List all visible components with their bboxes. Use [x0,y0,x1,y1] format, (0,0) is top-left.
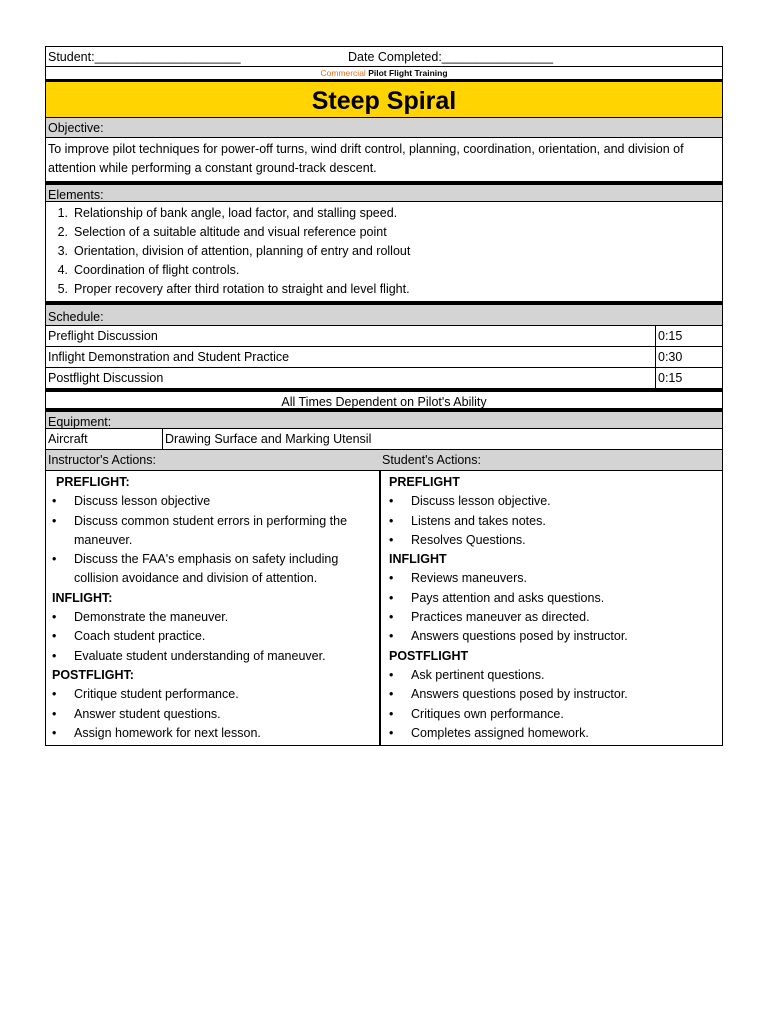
schedule-time: 0:30 [658,350,683,364]
list-item: 4 . Coordination of flight controls. [46,261,722,280]
bullet: • [389,687,394,702]
elements-header: Elements: [45,182,723,202]
bullet: • [52,610,57,625]
instructor-postflight-list [52,685,379,743]
objective-header: Objective: [45,118,723,138]
elements-list [46,202,722,301]
schedule-task: Postflight Discussion [46,368,656,388]
list-item: • Pays attention and asks questions. [389,589,722,608]
list-item: • Assign homework for next lesson. [52,724,379,743]
program-accent: Commercial [320,68,366,78]
actions-table [45,471,723,746]
list-item: • Discuss common student errors in performing the maneuver. [52,512,379,551]
objective-text: To improve pilot techniques for power-off turns, wind drift control, planning, coordination, orientation, and division of attention while performing a constant ground-track descent. [45,138,723,182]
bullet: • [389,610,394,625]
bullet: • [389,494,394,509]
list-item: • Discuss the FAA's emphasis on safety including collision avoidance and division of attention. [52,550,379,589]
table-row [46,429,722,449]
list-item: • Listens and takes notes. [389,512,722,531]
bullet: • [52,725,57,740]
list-item: 3 . Orientation, division of attention, planning of entry and rollout [46,242,722,261]
bullet: • [389,706,394,721]
date-completed-field[interactable]: Date Completed:________________ [348,50,554,64]
elements-section [45,202,723,302]
instructor-inflight-list [52,608,379,666]
instructor-actions-header: Instructor's Actions: [48,453,156,467]
equipment-table [45,429,723,450]
schedule-task: Preflight Discussion [46,326,656,346]
list-item: • Ask pertinent questions. [389,666,722,685]
list-item: • Answers questions posed by instructor. [389,627,722,646]
list-item: • Answers questions posed by instructor. [389,685,722,704]
list-item: • Completes assigned homework. [389,724,722,743]
bullet: • [52,648,57,663]
list-item: • Coach student practice. [52,627,379,646]
page-title: Steep Spiral [45,80,723,118]
student-postflight-list [389,666,722,743]
list-item: 5 . Proper recovery after third rotation to straight and level flight. [46,280,722,299]
table-row [46,347,722,368]
bullet: • [52,629,57,644]
phase-label: POSTFLIGHT [389,648,469,663]
bullet: • [52,706,57,721]
bullet: • [389,629,394,644]
bullet: • [52,552,57,567]
schedule-task: Inflight Demonstration and Student Practice [46,347,656,367]
schedule-table [45,326,723,389]
list-item: • Critiques own performance. [389,705,722,724]
equipment-item: Aircraft [46,429,163,449]
program-subtitle [45,67,723,80]
student-actions-header: Student's Actions: [382,453,481,467]
table-row [46,326,722,347]
student-preflight-list [389,492,722,550]
student-date-row [45,46,723,67]
bullet: • [52,494,57,509]
schedule-note: All Times Dependent on Pilot's Ability [45,389,723,409]
list-item: 1 . Relationship of bank angle, load factor, and stalling speed. [46,204,722,223]
lesson-sheet [45,46,723,746]
instructor-preflight-list [52,492,379,588]
program-name: Pilot Flight Training [368,68,448,78]
phase-label: INFLIGHT: [52,590,113,605]
list-item: 2 . Selection of a suitable altitude and visual reference point [46,223,722,242]
list-item: • Answer student questions. [52,705,379,724]
list-item: • Reviews maneuvers. [389,569,722,588]
list-item: • Demonstrate the maneuver. [52,608,379,627]
list-item: • Resolves Questions. [389,531,722,550]
bullet: • [389,571,394,586]
phase-label: POSTFLIGHT: [52,667,134,682]
student-inflight-list [389,569,722,646]
schedule-header: Schedule: [45,302,723,326]
schedule-time: 0:15 [658,329,683,343]
phase-label: PREFLIGHT [389,475,460,489]
equipment-header: Equipment: [45,409,723,429]
table-row [46,368,722,388]
actions-header [45,450,723,471]
list-item: • Evaluate student understanding of maneuver. [52,647,379,666]
phase-label: INFLIGHT [389,552,447,567]
list-item: • Critique student performance. [52,685,379,704]
equipment-item: Drawing Surface and Marking Utensil [165,432,372,446]
list-item: • Discuss lesson objective. [389,492,722,511]
bullet: • [52,513,57,528]
phase-label: PREFLIGHT: [56,475,130,489]
bullet: • [389,725,394,740]
bullet: • [389,513,394,528]
bullet: • [52,687,57,702]
bullet: • [389,532,394,547]
list-item: • Discuss lesson objective [52,492,379,511]
bullet: • [389,590,394,605]
student-field[interactable]: Student:_____________________ [48,50,241,64]
student-actions-column [381,471,722,745]
bullet: • [389,667,394,682]
schedule-time: 0:15 [658,371,683,385]
instructor-actions-column [46,471,381,745]
list-item: • Practices maneuver as directed. [389,608,722,627]
